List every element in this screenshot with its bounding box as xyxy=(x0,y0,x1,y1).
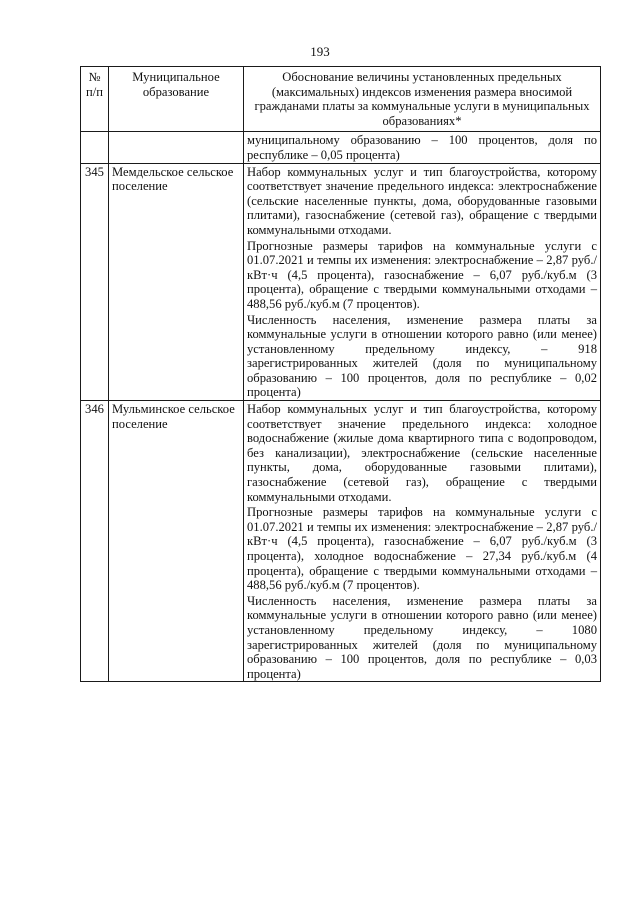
continuation-municipality-cell xyxy=(109,132,244,163)
row-num: 346 xyxy=(81,401,109,682)
header-num: № п/п xyxy=(81,67,109,132)
row-num: 345 xyxy=(81,163,109,401)
paragraph-tariffs: Прогнозные размеры тарифов на коммунальные услуги с 01.07.2021 и темпы их изменения: электроснабжение – 2,87 руб./кВт·ч (4,5 процента), газоснабжение – 6,07 руб./куб.м (3 процента), обращение с твердыми коммунальными отходами – 488,56 руб./куб.м (7 процентов). xyxy=(247,238,597,311)
paragraph-services: Набор коммунальных услуг и тип благоустройства, которому соответствует значение предельного индекса: электроснабжение (сельские населенные пункты, дома, оборудованные газовыми плитами), газоснабжение (сетевой газ), обращение с твердыми коммунальными отходами. xyxy=(247,164,597,237)
header-municipality: Муниципальное образование xyxy=(109,67,244,132)
row-justification xyxy=(244,163,601,401)
table-header-row xyxy=(81,67,601,132)
row-municipality: Мульминское сельское поселение xyxy=(109,401,244,682)
table-row xyxy=(81,401,601,682)
continuation-row xyxy=(81,132,601,163)
table-row xyxy=(81,163,601,401)
row-municipality: Мемдельское сельское поселение xyxy=(109,163,244,401)
paragraph-services: Набор коммунальных услуг и тип благоустройства, которому соответствует значение предельного индекса: холодное водоснабжение (жилые дома квартирного типа с водопроводом, без канализации), электроснабжение (сельские населенные пункты, дома, оборудованные газовыми плитами), газоснабжение (сетевой газ), обращение с твердыми коммунальными отходами. xyxy=(247,402,597,504)
tariff-index-table xyxy=(80,66,601,682)
paragraph-population: Численность населения, изменение размера платы за коммунальные услуги в отношении которого равно (или менее) установленному предельному индексу, – 918 зарегистрированных жителей (доля по муниципальному образованию – 100 процентов, доля по республике – 0,02 процента) xyxy=(247,312,597,400)
row-justification xyxy=(244,401,601,682)
continuation-num-cell xyxy=(81,132,109,163)
header-justification: Обоснование величины установленных предельных (максимальных) индексов изменения размера вносимой гражданами платы за коммунальные услуги в муниципальных образованиях* xyxy=(244,67,601,132)
continuation-text: муниципальному образованию – 100 процентов, доля по республике – 0,05 процента) xyxy=(244,132,601,163)
paragraph-population: Численность населения, изменение размера платы за коммунальные услуги в отношении которого равно (или менее) установленному предельному индексу, – 1080 зарегистрированных жителей (доля по муниципальному образованию – 100 процентов, доля по республике – 0,03 процента) xyxy=(247,593,597,681)
paragraph-tariffs: Прогнозные размеры тарифов на коммунальные услуги с 01.07.2021 и темпы их изменения: электроснабжение – 2,87 руб./кВт·ч (4,5 процента), газоснабжение – 6,07 руб./куб.м (3 процента), холодное водоснабжение – 27,34 руб./куб.м (4 процента), обращение с твердыми коммунальными отходами – 488,56 руб./куб.м (7 процентов). xyxy=(247,505,597,593)
page-number: 193 xyxy=(310,44,330,59)
